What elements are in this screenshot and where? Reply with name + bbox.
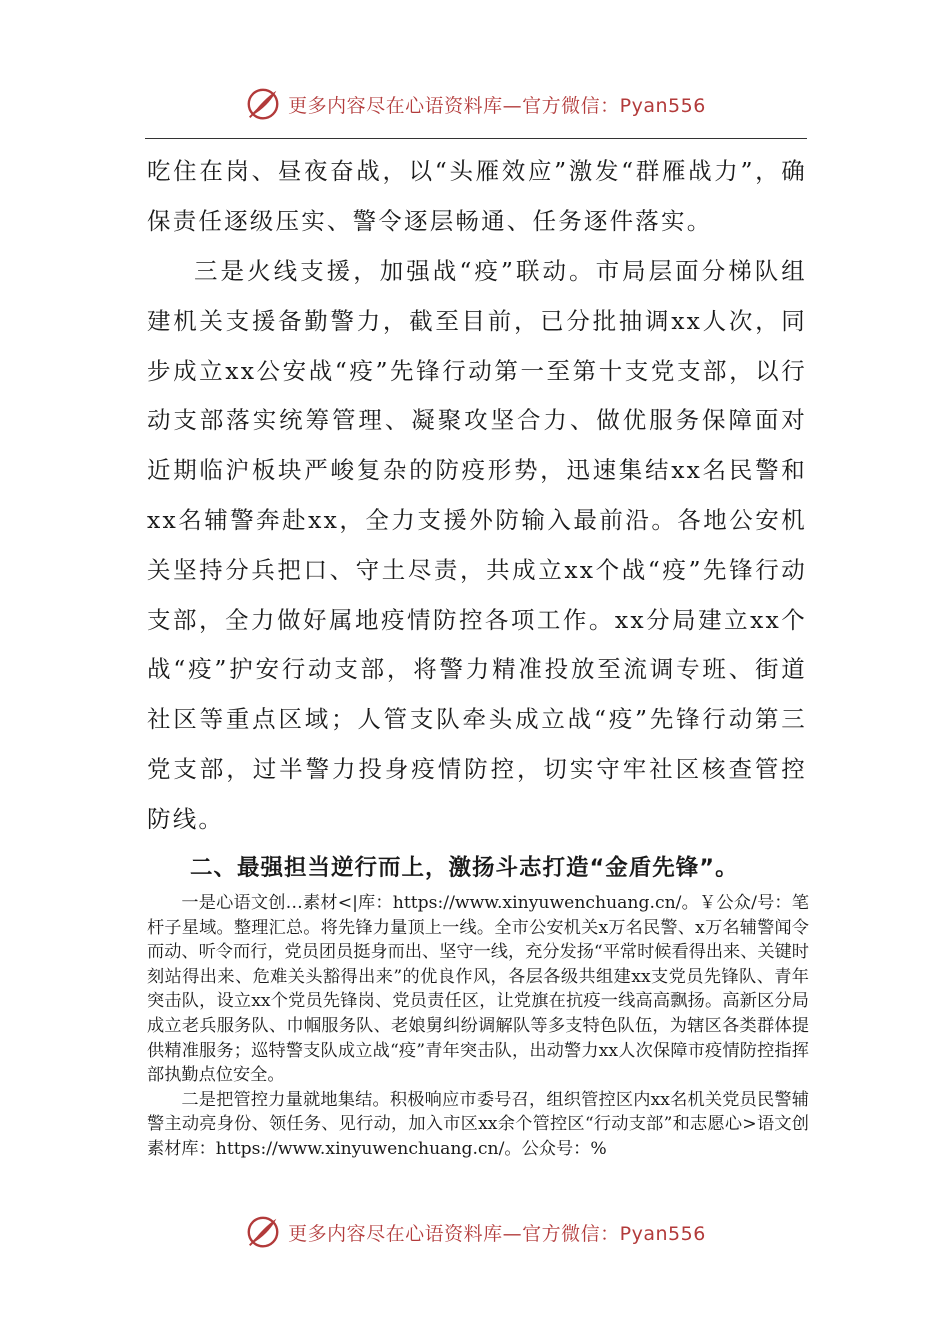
paragraph-continuation — [147, 147, 807, 247]
banner-text: 更多内容尽在心语资料库—官方微信：Pyan556 — [288, 1222, 706, 1245]
paragraph-control-force: 二是把管控力量就地集结。积极响应市委号召，组织管控区内xx名机关党员民警辅警主动亮身份、领任务、见行动，加入市区xx余个管控区“行动支部”和志愿心>语文创素材库：https://www.xinyuwenchuang.cn/。公众号：% — [147, 1089, 809, 1159]
paragraph-text: 吃住在岗、昼夜奋战，以“头雁效应”激发“群雁战力”，确保责任逐级压实、警令逐层畅通、任务逐件落实。 — [147, 157, 807, 235]
header-divider — [145, 138, 807, 139]
paragraph-frontline-support — [147, 247, 807, 845]
section-heading: 二、最强担当逆行而上，激扬斗志打造“金盾先锋”。 — [190, 855, 739, 881]
banner-text: 更多内容尽在心语资料库—官方微信：Pyan556 — [288, 94, 706, 117]
quill-logo-icon — [244, 1213, 282, 1251]
small-text-block — [147, 891, 809, 1162]
paragraph-text: 三是火线支援，加强战“疫”联动。市局层面分梯队组建机关支援备勤警力，截至目前，已分批抽调xx人次，同步成立xx公安战“疫”先锋行动第一至第十支党支部，以行动支部落实统筹管理、凝聚攻坚合力、做优服务保障面对近期临沪板块严峻复杂的防疫形势，迅速集结xx名民警和xx名辅警奔赴xx，全力支援外防输入最前沿。各地公安机关坚持分兵把口、守土尽责，共成立xx个战“疫”先锋行动支部，全力做好属地疫情防控各项工作。xx分局建立xx个战“疫”护安行动支部，将警力精准投放至流调专班、街道社区等重点区域；人管支队牵头成立战“疫”先锋行动第三党支部，过半警力投身疫情防控，切实守牢社区核查管控防线。 — [147, 257, 807, 833]
footer-banner — [0, 1212, 950, 1252]
header-banner — [0, 84, 950, 124]
paragraph-pioneer-force: 一是心语文创…素材<|库：https://www.xinyuwenchuang.cn/。￥公众/号：笔杆子星域。整理汇总。将先锋力量顶上一线。全市公安机关x万名民警、x万名辅警闻令而动、听令而行，党员团员挺身而出、坚守一线，充分发扬“平常时候看得出来、关键时刻站得出来、危难关头豁得出来”的优良作风，各层各级共组建xx支党员先锋队、青年突击队，设立xx个党员先锋岗、党员责任区，让党旗在抗疫一线高高飘扬。高新区分局成立老兵服务队、巾帼服务队、老娘舅纠纷调解队等多支特色队伍，为辖区各类群体提供精准服务；巡特警支队成立战“疫”青年突击队，出动警力xx人次保障市疫情防控指挥部执勤点位安全。 — [147, 893, 809, 1086]
quill-logo-icon — [244, 85, 282, 123]
